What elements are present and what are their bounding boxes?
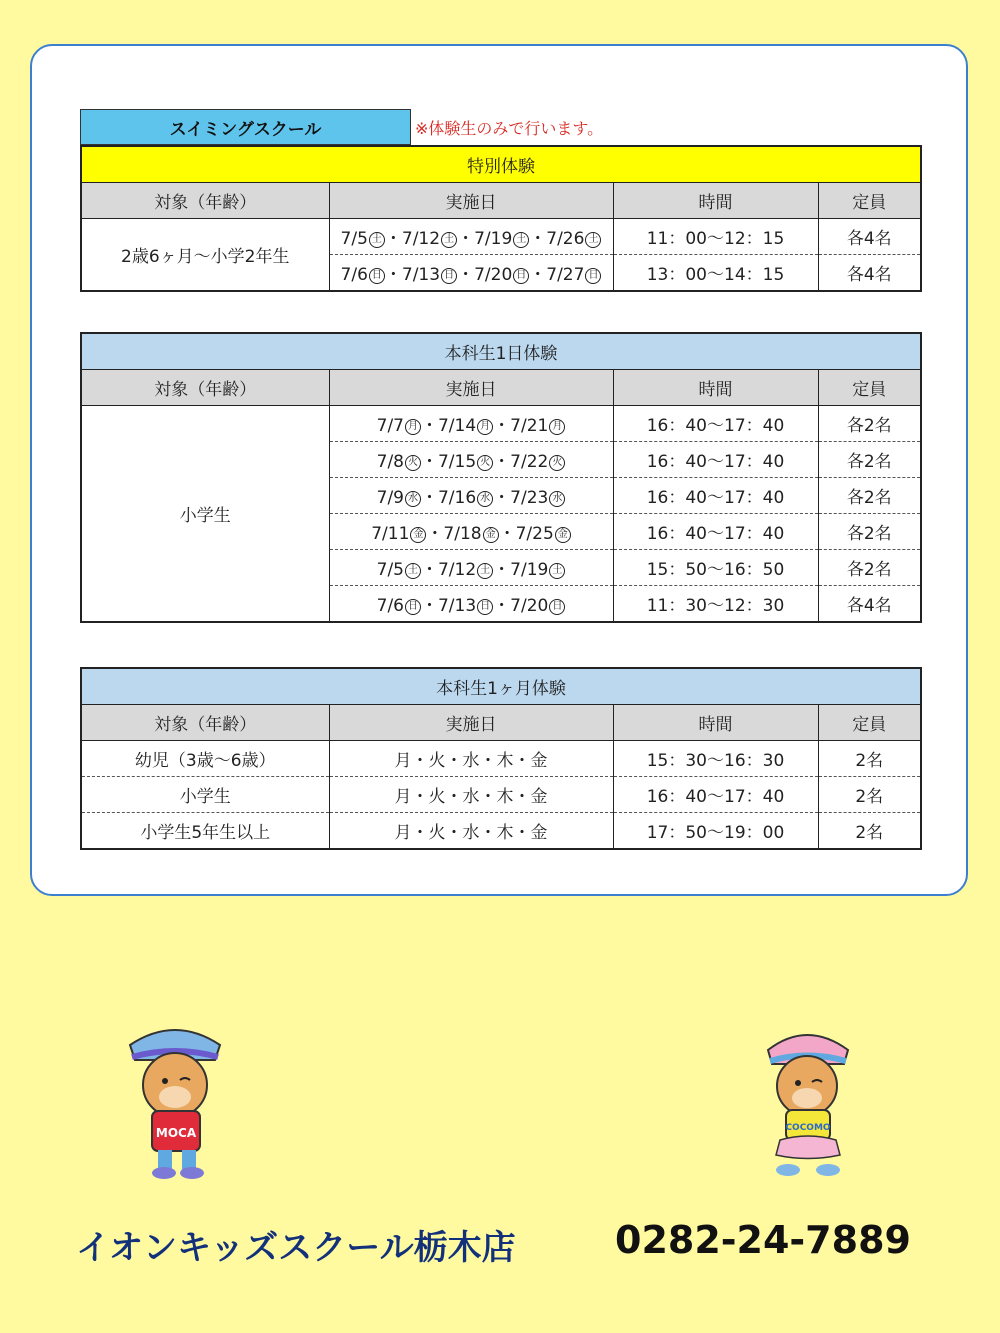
school-header [80, 109, 603, 145]
time-cell: 17：50～19：00 [613, 813, 818, 850]
date-text: 7/15 [437, 452, 477, 472]
date-text: 7/8 [376, 452, 404, 472]
date-text: 7/27 [546, 265, 585, 285]
col-date: 実施日 [329, 705, 613, 741]
weekday-badge: 日 [405, 599, 421, 615]
capacity-cell: 各4名 [818, 586, 921, 623]
time-cell: 16：40～17：40 [613, 406, 818, 442]
weekday-badge: 土 [549, 563, 565, 579]
date-text: 7/22 [510, 452, 549, 472]
date-text: 7/13 [437, 596, 477, 616]
capacity-cell: 各2名 [818, 550, 921, 586]
date-text: 7/9 [376, 488, 404, 508]
mascot-cocomo [750, 1020, 865, 1180]
capacity-cell: 各4名 [818, 255, 921, 292]
time-cell: 15：50～16：50 [613, 550, 818, 586]
date-cell: 月・火・水・木・金 [329, 777, 613, 813]
weekday-badge: 水 [477, 491, 493, 507]
date-separator: ・ [493, 488, 511, 508]
target-cell: 小学生5年生以上 [81, 813, 329, 850]
date-separator: ・ [498, 524, 516, 544]
date-text: 7/19 [510, 560, 549, 580]
date-separator: ・ [384, 265, 402, 285]
date-separator: ・ [493, 560, 511, 580]
date-text: 7/13 [401, 265, 441, 285]
one-day-trial-table [80, 332, 922, 623]
weekday-badge: 日 [549, 599, 565, 615]
one-month-trial-table [80, 667, 922, 850]
weekday-badge: 月 [405, 419, 421, 435]
capacity-cell: 各2名 [818, 514, 921, 550]
target-cell: 幼児（3歳～6歳） [81, 741, 329, 777]
capacity-cell: 各4名 [818, 219, 921, 255]
capacity-cell: 各2名 [818, 406, 921, 442]
trial-note: ※体験生のみで行います。 [415, 119, 604, 138]
capacity-cell: 2名 [818, 741, 921, 777]
date-separator: ・ [420, 488, 438, 508]
weekday-badge: 日 [513, 268, 529, 284]
weekday-badge: 日 [369, 268, 385, 284]
weekday-badge: 土 [369, 232, 385, 248]
weekday-badge: 金 [410, 527, 426, 543]
date-text: 7/6 [376, 596, 404, 616]
date-cell [329, 255, 613, 292]
table-title: 本科生1日体験 [81, 333, 921, 370]
date-cell [329, 478, 613, 514]
weekday-badge: 水 [405, 491, 421, 507]
phone-number: 0282-24-7889 [615, 1218, 911, 1262]
target-cell: 小学生 [81, 406, 329, 623]
date-text: 7/26 [546, 229, 585, 249]
weekday-badge: 土 [585, 232, 601, 248]
date-text: 7/16 [437, 488, 477, 508]
mascot-moca [110, 1015, 240, 1180]
date-separator: ・ [529, 229, 547, 249]
col-capacity: 定員 [818, 183, 921, 219]
date-cell [329, 219, 613, 255]
date-text: 7/12 [401, 229, 441, 249]
col-time: 時間 [613, 370, 818, 406]
date-cell [329, 550, 613, 586]
weekday-badge: 日 [441, 268, 457, 284]
date-text: 7/14 [437, 416, 477, 436]
capacity-cell: 各2名 [818, 478, 921, 514]
date-text: 7/12 [437, 560, 477, 580]
table-title: 本科生1ヶ月体験 [81, 668, 921, 705]
date-separator: ・ [493, 416, 511, 436]
weekday-badge: 土 [405, 563, 421, 579]
date-text: 7/23 [510, 488, 549, 508]
col-target: 対象（年齢） [81, 370, 329, 406]
date-text: 7/7 [376, 416, 404, 436]
date-text: 7/5 [340, 229, 368, 249]
date-cell: 月・火・水・木・金 [329, 813, 613, 850]
date-text: 7/6 [340, 265, 368, 285]
date-text: 7/5 [376, 560, 404, 580]
weekday-badge: 火 [477, 455, 493, 471]
date-text: 7/18 [443, 524, 482, 544]
capacity-cell: 各2名 [818, 442, 921, 478]
weekday-badge: 火 [549, 455, 565, 471]
mascot-shirt-text: MOCA [155, 1126, 197, 1140]
date-cell [329, 442, 613, 478]
date-text: 7/20 [510, 596, 549, 616]
col-capacity: 定員 [818, 370, 921, 406]
date-separator: ・ [493, 596, 511, 616]
date-separator: ・ [493, 452, 511, 472]
weekday-badge: 土 [477, 563, 493, 579]
weekday-badge: 日 [477, 599, 493, 615]
weekday-badge: 土 [441, 232, 457, 248]
date-cell [329, 514, 613, 550]
school-label: スイミングスクール [80, 109, 411, 145]
date-separator: ・ [420, 452, 438, 472]
target-cell: 小学生 [81, 777, 329, 813]
col-date: 実施日 [329, 370, 613, 406]
col-target: 対象（年齢） [81, 183, 329, 219]
time-cell: 16：40～17：40 [613, 514, 818, 550]
col-target: 対象（年齢） [81, 705, 329, 741]
weekday-badge: 金 [483, 527, 499, 543]
date-separator: ・ [420, 596, 438, 616]
time-cell: 16：40～17：40 [613, 442, 818, 478]
date-separator: ・ [426, 524, 444, 544]
weekday-badge: 土 [513, 232, 529, 248]
date-text: 7/19 [474, 229, 513, 249]
col-capacity: 定員 [818, 705, 921, 741]
weekday-badge: 火 [405, 455, 421, 471]
date-separator: ・ [420, 560, 438, 580]
col-date: 実施日 [329, 183, 613, 219]
date-separator: ・ [529, 265, 547, 285]
special-trial-table [80, 145, 922, 292]
school-name: イオンキッズスクール栃木店 [76, 1228, 516, 1268]
col-time: 時間 [613, 183, 818, 219]
date-separator: ・ [420, 416, 438, 436]
date-text: 7/11 [371, 524, 410, 544]
col-time: 時間 [613, 705, 818, 741]
table-title: 特別体験 [81, 146, 921, 183]
weekday-badge: 金 [555, 527, 571, 543]
weekday-badge: 月 [549, 419, 565, 435]
capacity-cell: 2名 [818, 813, 921, 850]
mascot-shirt-text: COCOMO [785, 1123, 831, 1133]
time-cell: 15：30～16：30 [613, 741, 818, 777]
time-cell: 11：00～12：15 [613, 219, 818, 255]
time-cell: 16：40～17：40 [613, 478, 818, 514]
date-text: 7/21 [510, 416, 549, 436]
weekday-badge: 日 [585, 268, 601, 284]
time-cell: 13：00～14：15 [613, 255, 818, 292]
date-text: 7/20 [474, 265, 513, 285]
date-separator: ・ [457, 265, 475, 285]
time-cell: 11：30～12：30 [613, 586, 818, 623]
time-cell: 16：40～17：40 [613, 777, 818, 813]
date-text: 7/25 [515, 524, 554, 544]
date-separator: ・ [457, 229, 475, 249]
target-cell: 2歳6ヶ月～小学2年生 [81, 219, 329, 292]
date-cell [329, 406, 613, 442]
date-cell: 月・火・水・木・金 [329, 741, 613, 777]
capacity-cell: 2名 [818, 777, 921, 813]
weekday-badge: 月 [477, 419, 493, 435]
date-separator: ・ [384, 229, 402, 249]
date-cell [329, 586, 613, 623]
weekday-badge: 水 [549, 491, 565, 507]
